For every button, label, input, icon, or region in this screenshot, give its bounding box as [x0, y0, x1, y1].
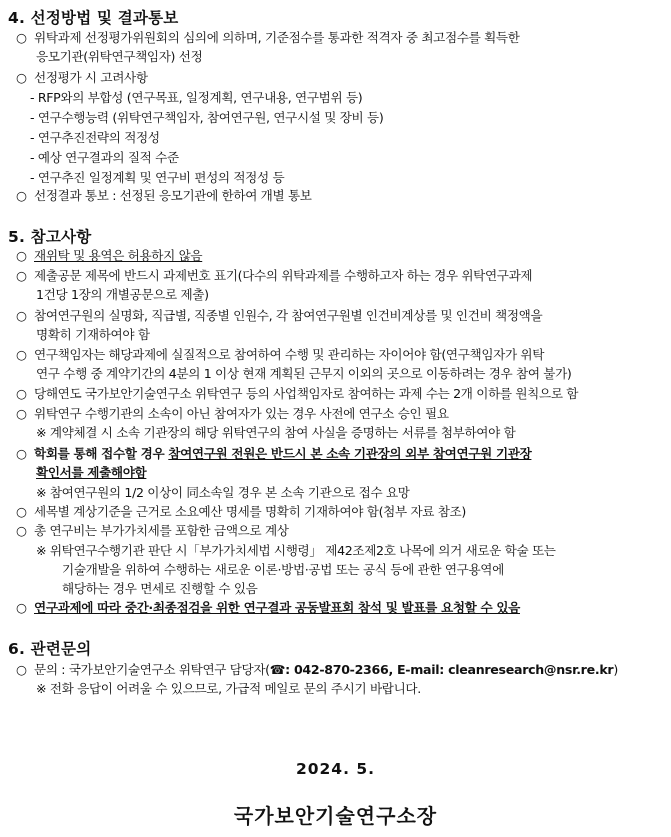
s5-item-3-cont: 명확히 기재하여야 함 [36, 327, 150, 342]
s5-item-9-note-1: ※ 위탁연구수행기관 판단 시「부가가치세법 시행령」 제42조제2호 나목에 의거 새로운 학술 또는 [36, 543, 556, 558]
s5-item-4: ○ 연구책임자는 해당과제에 실질적으로 참여하여 수행 및 관리하는 자이어야 함(연구책임자가 위탁 [16, 347, 545, 362]
circle-bullet-icon: ○ [16, 248, 27, 263]
circle-bullet-icon: ○ [16, 188, 27, 203]
s5-item-6: ○ 위탁연구 수행기관의 소속이 아닌 참여자가 있는 경우 사전에 연구소 승인 필요 [16, 406, 449, 421]
s4-criteria-2: - 연구수행능력 (위탁연구책임자, 참여연구원, 연구시설 및 장비 등) [30, 110, 384, 125]
s5-item-3: ○ 참여연구원의 실명화, 직급별, 직종별 인원수, 각 참여연구원별 인건비계상를 및 인건비 책정액을 [16, 308, 543, 323]
circle-bullet-icon: ○ [16, 504, 27, 519]
s4-item-3: ○ 선정결과 통보 : 선정된 응모기관에 한하여 개별 통보 [16, 188, 312, 203]
s5-item-9-note-2: 기술개발을 위하여 수행하는 새로운 이론·방법·공법 또는 공식 등에 관한 연구용역에 [62, 562, 504, 577]
circle-bullet-icon: ○ [16, 70, 27, 85]
s5-item-2-cont: 1건당 1장의 개별공문으로 제출) [36, 287, 209, 302]
s4-item-2: ○ 선정평가 시 고려사항 [16, 70, 148, 85]
section-4-heading: 4. 선정방법 및 결과통보 [8, 9, 179, 27]
s5-item-8: ○ 세목별 계상기준을 근거로 소요예산 명세를 명확히 기재하여야 함(첨부 자료 참조) [16, 504, 466, 519]
s5-item-10: ○ 연구과제에 따라 중간·최종점검을 위한 연구결과 공동발표회 참석 및 발표를 요청할 수 있음 [16, 600, 520, 615]
s5-item-9: ○ 총 연구비는 부가가치세를 포함한 금액으로 계상 [16, 523, 289, 538]
s5-item-9-note-3: 해당하는 경우 면세로 진행할 수 있음 [62, 581, 258, 596]
s4-criteria-1: - RFP와의 부합성 (연구목표, 일정계획, 연구내용, 연구범위 등) [30, 90, 363, 105]
s5-item-4-cont: 연구 수행 중 계약기간의 4분의 1 이상 현재 계획된 근무지 이외의 곳으로 이동하려는 경우 참여 불가) [36, 366, 572, 381]
circle-bullet-icon: ○ [16, 523, 27, 538]
s6-contact: ○ 문의 : 국가보안기술연구소 위탁연구 담당자(☎: 042-870-2366, E-mail: cleanresearch@nsr.re.kr) [16, 662, 618, 677]
s4-item-1: ○ 위탁과제 선정평가위원회의 심의에 의하며, 기준점수를 통과한 적격자 중 최고점수를 획득한 [16, 30, 520, 45]
contact-details: ☎: 042-870-2366, E-mail: cleanresearch@nsr.re.kr [269, 662, 614, 677]
circle-bullet-icon: ○ [16, 406, 27, 421]
s4-item-1-cont: 응모기관(위탁연구책임자) 선정 [36, 49, 203, 64]
s5-item-7-cont: 확인서를 제출해야함 [36, 465, 147, 480]
circle-bullet-icon: ○ [16, 386, 27, 401]
s5-item-5: ○ 당해연도 국가보안기술연구소 위탁연구 등의 사업책임자로 참여하는 과제 수는 2개 이하를 원칙으로 함 [16, 386, 579, 401]
circle-bullet-icon: ○ [16, 662, 27, 677]
circle-bullet-icon: ○ [16, 30, 27, 45]
s4-criteria-4: - 예상 연구결과의 질적 수준 [30, 150, 179, 165]
section-6-heading: 6. 관련문의 [8, 640, 92, 658]
s5-item-1: ○ 재위탁 및 용역은 허용하지 않음 [16, 248, 203, 263]
s4-criteria-5: - 연구추진 일정계획 및 연구비 편성의 적정성 등 [30, 170, 285, 185]
issuer-signature: 국가보안기술연구소장 [233, 804, 438, 828]
document-date: 2024. 5. [295, 760, 376, 778]
s4-criteria-3: - 연구추진전략의 적정성 [30, 130, 160, 145]
s6-contact-note: ※ 전화 응답이 어려울 수 있으므로, 가급적 메일로 문의 주시기 바랍니다. [36, 681, 421, 696]
s5-item-6-note: ※ 계약체결 시 소속 기관장의 해당 위탁연구의 참여 사실을 증명하는 서류를 첨부하여야 함 [36, 425, 516, 440]
circle-bullet-icon: ○ [16, 268, 27, 283]
circle-bullet-icon: ○ [16, 347, 27, 362]
section-5-heading: 5. 참고사항 [8, 228, 92, 246]
s5-item-2: ○ 제출공문 제목에 반드시 과제번호 표기(다수의 위탁과제를 수행하고자 하는 경우 위탁연구과제 [16, 268, 533, 283]
circle-bullet-icon: ○ [16, 446, 27, 461]
s5-item-7-note: ※ 참여연구원의 1/2 이상이 同소속일 경우 본 소속 기관으로 접수 요망 [36, 485, 410, 500]
circle-bullet-icon: ○ [16, 308, 27, 323]
circle-bullet-icon: ○ [16, 600, 27, 615]
s5-item-7: ○ 학회를 통해 접수할 경우 참여연구원 전원은 반드시 본 소속 기관장의 외부 참여연구원 기관장 [16, 446, 532, 461]
